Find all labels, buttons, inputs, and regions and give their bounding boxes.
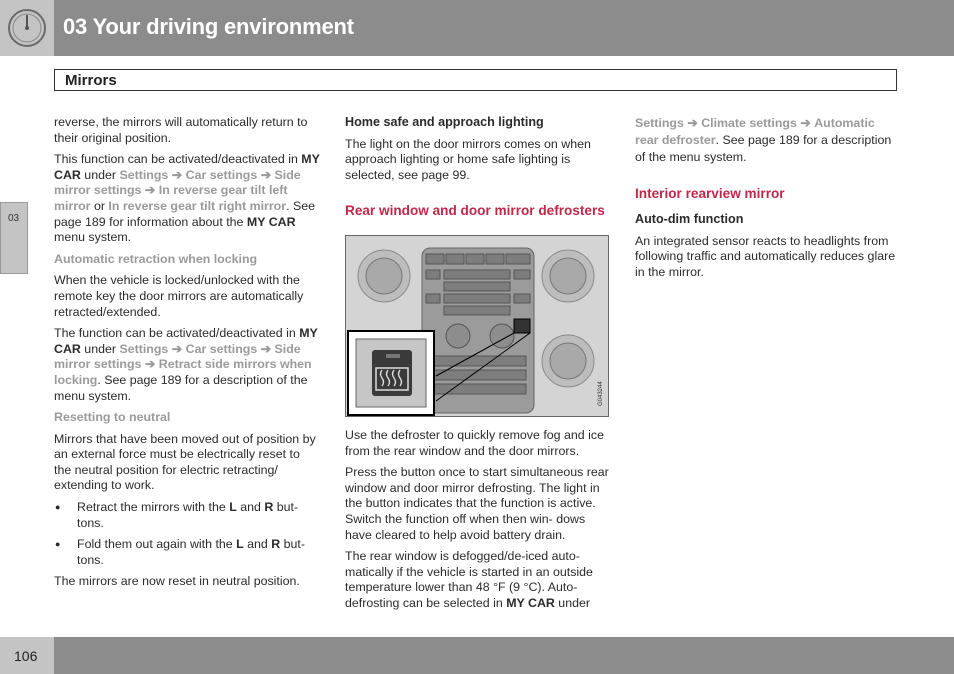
figure-code: G043244	[598, 381, 604, 406]
section-heading: Rear window and door mirror defrosters	[345, 203, 605, 219]
paragraph	[345, 549, 611, 611]
paragraph: reverse, the mirrors will automatically return to their original position.	[54, 115, 308, 145]
arrow-icon: ➔	[687, 116, 698, 130]
bullet-item	[54, 537, 320, 568]
center-console-figure	[345, 235, 609, 417]
text: . See page 189 for a description of the menu system.	[635, 133, 892, 164]
menu-ref: MY CAR	[506, 595, 555, 610]
column-1	[54, 115, 320, 596]
arrow-icon: ➔	[144, 183, 156, 198]
text: Retract the mirrors with the	[77, 500, 230, 515]
paragraph: The light on the door mirrors comes on when approach lighting or home safe lighting is selected, see page 99.	[345, 136, 591, 182]
column-2-lower	[345, 428, 611, 618]
text: . See page 189 for a description of the menu system.	[54, 372, 308, 403]
text: under	[558, 595, 590, 610]
paragraph: Press the button once to start simultaneous rear window and door mirror defrosting. The light in the button indicates that the function is active. Switch the function off when then win- dows have cleared to help avoid battery drain.	[345, 465, 609, 542]
text: but- tons.	[77, 500, 299, 530]
page-header	[0, 0, 954, 56]
menu-path: In reverse gear tilt right mirror	[108, 198, 287, 213]
arrow-icon: ➔	[171, 341, 183, 356]
menu-path: Settings	[119, 167, 169, 182]
column-2	[345, 115, 611, 225]
text: This function can be activated/deactivated in	[54, 152, 302, 167]
text: L	[229, 500, 237, 515]
text: . See page 189 for information about the	[54, 198, 315, 229]
menu-path: Settings	[635, 116, 684, 130]
column-3	[635, 115, 901, 286]
menu-path: Car settings	[185, 167, 258, 182]
subheading: Home safe and approach lighting	[345, 115, 544, 129]
menu-ref: MY CAR	[54, 152, 320, 182]
subheading: Resetting to neutral	[54, 410, 171, 425]
text: and	[236, 500, 265, 515]
menu-path: In reverse gear tilt left mirror	[54, 183, 288, 213]
text: R	[271, 537, 281, 552]
text: R	[264, 500, 274, 515]
text: or	[90, 198, 109, 213]
section-heading: Interior rearview mirror	[635, 186, 785, 201]
section-title: Mirrors	[65, 72, 117, 89]
section-bar	[54, 69, 897, 91]
text: but- tons.	[77, 537, 305, 567]
side-tab-label: 03	[8, 213, 20, 224]
paragraph: Mirrors that have been moved out of position by an external force must be electrically reset to the neutral position for electric retracting/ extending to work.	[54, 431, 316, 493]
arrow-icon: ➔	[144, 357, 156, 372]
page-footer	[0, 637, 954, 674]
paragraph: The mirrors are now reset in neutral position.	[54, 574, 300, 589]
paragraph: Use the defroster to quickly remove fog and ice from the rear window and the door mirrors.	[345, 428, 604, 458]
paragraph	[635, 115, 901, 166]
text: L	[236, 537, 244, 552]
menu-path: Side mirror settings	[54, 341, 301, 372]
paragraph	[54, 152, 320, 246]
paragraph: When the vehicle is locked/unlocked with the remote key the door mirrors are automatically retracted/extended.	[54, 273, 304, 319]
menu-path: Automatic rear defroster	[635, 116, 875, 147]
text: menu system.	[54, 230, 132, 245]
arrow-icon: ➔	[800, 116, 811, 130]
chapter-side-tab	[0, 202, 28, 274]
text: The rear window is defogged/de-iced auto- matically if the vehicle is started in an outside temperature lower than 48 °F (9 °C). Auto- defrosting can be selected in	[345, 549, 593, 610]
subheading: Automatic retraction when locking	[54, 251, 258, 266]
text: Fold them out again with the	[77, 537, 237, 552]
gauge-icon	[0, 0, 54, 56]
menu-path: Climate settings	[701, 116, 797, 130]
text: The function can be activated/deactivated in	[54, 326, 300, 341]
bullet-item	[54, 500, 320, 531]
menu-path: Car settings	[185, 341, 258, 356]
arrow-icon: ➔	[171, 167, 183, 182]
paragraph: An integrated sensor reacts to headlights from following traffic and automatically reduces glare in the mirror.	[635, 233, 896, 279]
page-number: 106	[14, 648, 38, 664]
menu-path: Retract side mirrors when locking	[54, 357, 312, 387]
text: under	[80, 341, 120, 356]
page-number-box	[0, 637, 54, 674]
menu-path: Side mirror settings	[54, 167, 301, 198]
menu-ref: MY CAR	[246, 214, 296, 229]
subheading: Auto-dim function	[635, 212, 744, 226]
menu-path: Settings	[119, 341, 169, 356]
menu-ref: MY CAR	[54, 326, 318, 356]
center-console-illustration	[346, 236, 609, 417]
arrow-icon: ➔	[260, 341, 272, 356]
header-icon-box	[0, 0, 54, 56]
text: under	[80, 167, 120, 182]
arrow-icon: ➔	[260, 167, 272, 182]
paragraph	[54, 326, 320, 404]
text: and	[243, 537, 272, 552]
chapter-title: 03 Your driving environment	[63, 14, 354, 39]
